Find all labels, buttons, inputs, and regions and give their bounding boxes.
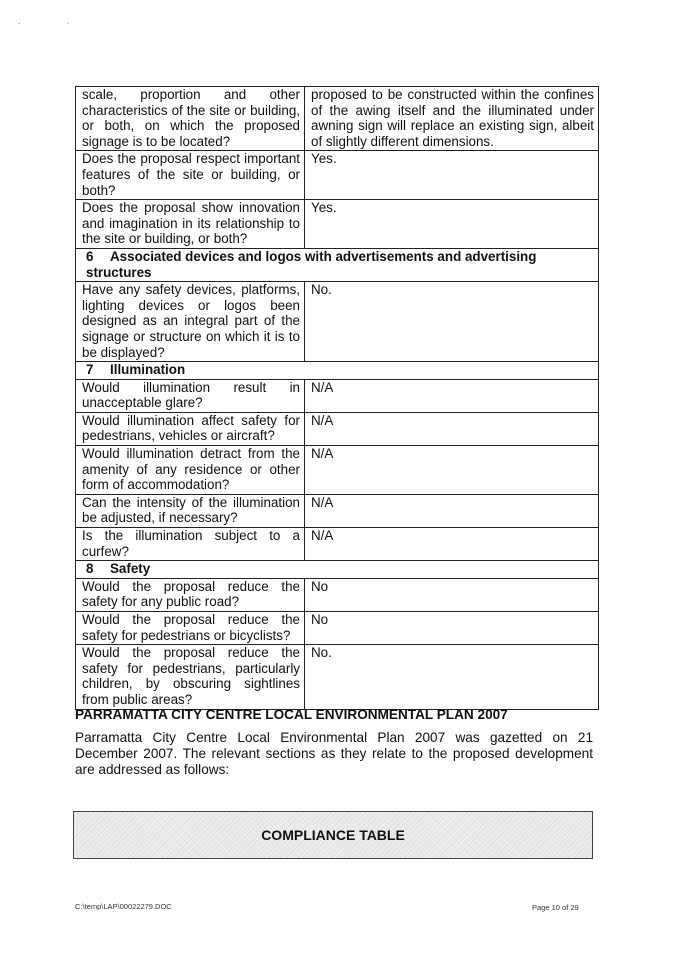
section-heading [76,362,599,380]
signage-assessment-table [75,86,599,710]
question-cell: Have any safety devices, platforms, lighting devices or logos been designed as an integral part of the signage or structure on which it is to be displayed? [76,282,305,362]
question-cell: Does the proposal show innovation and imagination in its relationship to the site or building, or both? [76,200,305,249]
answer-cell: N/A [305,528,599,561]
section-row-6 [76,248,599,281]
table-row [76,151,599,200]
answer-cell: Yes. [305,200,599,249]
question-cell: scale, proportion and other characteristics of the site or building, or both, on which the proposed signage is to be located? [76,87,305,151]
section-title: Safety [110,561,151,577]
compliance-table-title: COMPLIANCE TABLE [261,827,405,843]
answer-cell: N/A [305,412,599,445]
question-cell: Would illumination affect safety for pedestrians, vehicles or aircraft? [76,412,305,445]
table-row [76,200,599,249]
table-row [76,578,599,611]
table-row [76,612,599,645]
question-cell: Can the intensity of the illumination be adjusted, if necessary? [76,494,305,527]
table-row [76,494,599,527]
table-row [76,446,599,495]
section-heading [76,561,599,579]
answer-cell: proposed to be constructed within the confines of the awing itself and the illuminated under awning sign will replace an existing sign, albeit of slightly different dimensions. [305,87,599,151]
question-cell: Would illumination result in unacceptable glare? [76,379,305,412]
compliance-table-banner [73,811,593,859]
answer-cell: No [305,612,599,645]
answer-cell: Yes. [305,151,599,200]
answer-cell: No. [305,282,599,362]
table-row [76,412,599,445]
question-cell: Does the proposal respect important features of the site or building, or both? [76,151,305,200]
section-number: 8 [86,561,94,577]
section-heading [76,248,599,281]
section-number: 7 [86,362,94,378]
section-row-7 [76,362,599,380]
section-row-8 [76,561,599,579]
section-number: 6 [86,248,94,264]
question-cell: Would the proposal reduce the safety for pedestrians or bicyclists? [76,612,305,645]
scan-marks: . . [18,16,92,26]
table-row [76,282,599,362]
answer-cell: N/A [305,379,599,412]
question-cell: Is the illumination subject to a curfew? [76,528,305,561]
question-cell: Would the proposal reduce the safety for any public road? [76,578,305,611]
question-cell: Would the proposal reduce the safety for pedestrians, particularly children, by obscuring sightlines from public areas? [76,645,305,709]
table-row [76,528,599,561]
lep-paragraph: Parramatta City Centre Local Environmental Plan 2007 was gazetted on 21 December 2007. The relevant sections as they relate to the proposed development are addressed as follows: [75,730,593,777]
footer-page-number: Page 10 of 29 [532,903,579,912]
lep-heading: PARRAMATTA CITY CENTRE LOCAL ENVIRONMENTAL PLAN 2007 [75,707,508,722]
section-title: Illumination [110,362,186,378]
question-cell: Would illumination detract from the amenity of any residence or other form of accommodation? [76,446,305,495]
section-title: Associated devices and logos with advertisements and advertising structures [86,248,537,280]
table-row [76,379,599,412]
answer-cell: No [305,578,599,611]
answer-cell: N/A [305,494,599,527]
answer-cell: No. [305,645,599,709]
table-row [76,645,599,709]
table-row [76,87,599,151]
answer-cell: N/A [305,446,599,495]
footer-file-path: C:\temp\LAP\00022279.DOC [75,902,172,911]
